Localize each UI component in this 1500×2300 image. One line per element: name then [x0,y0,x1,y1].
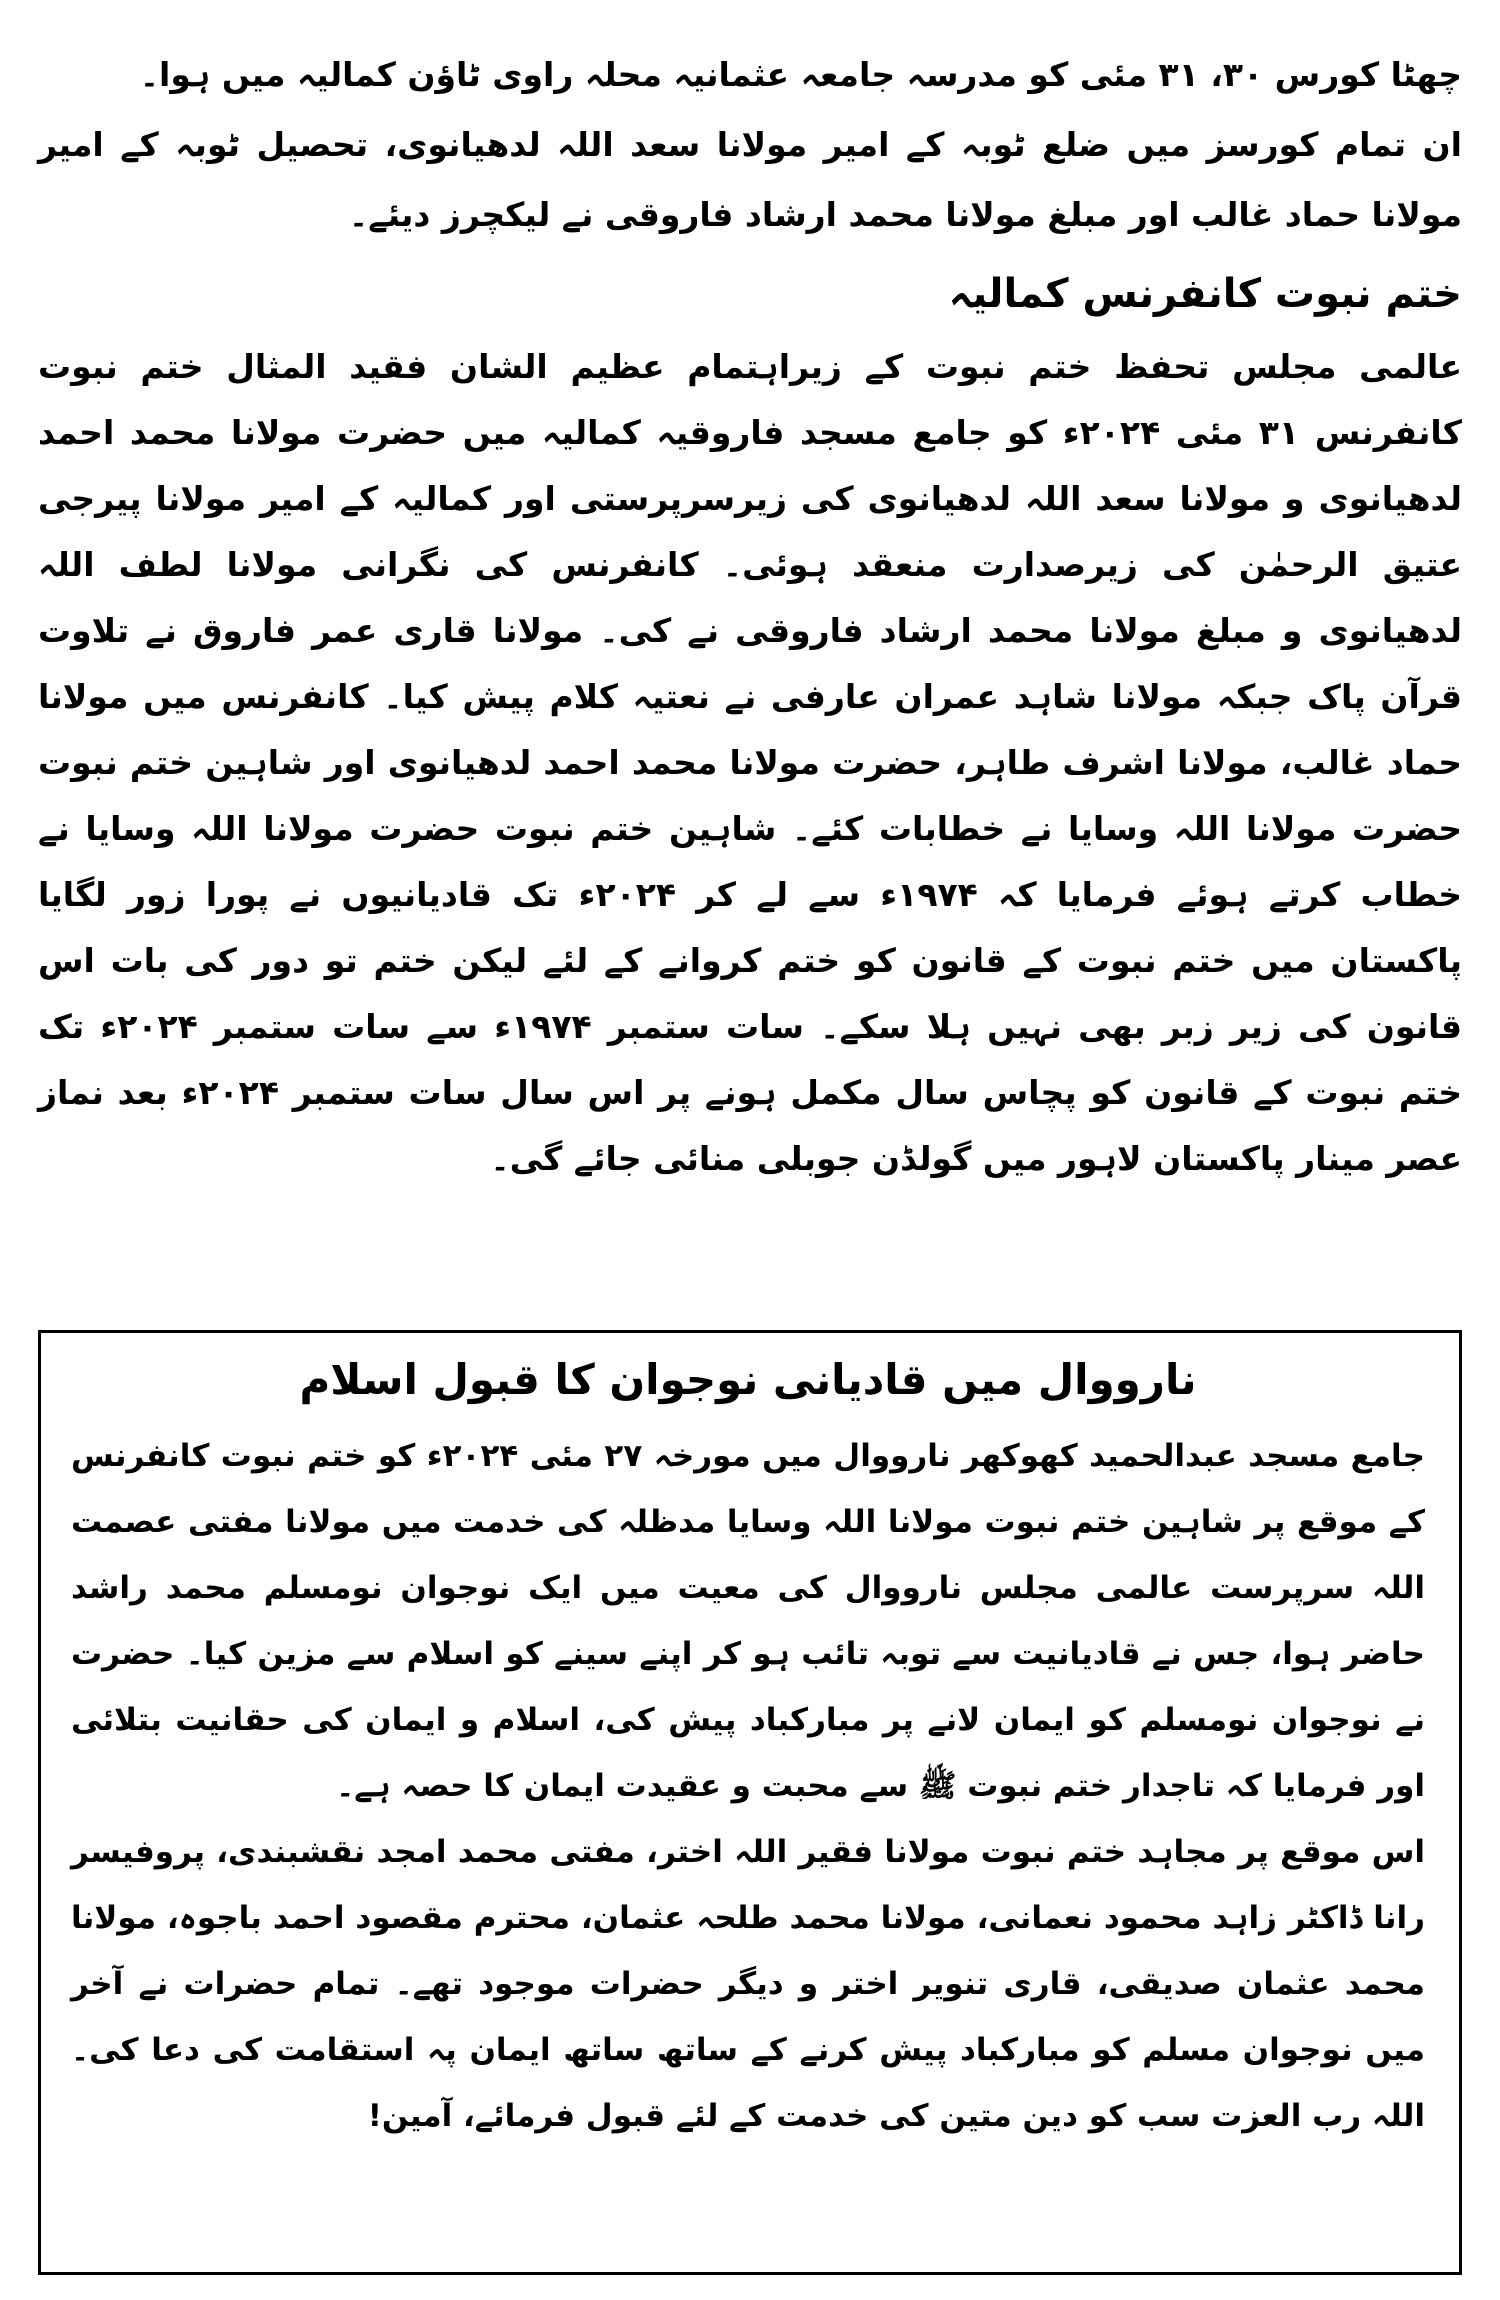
news-box [38,1330,1462,2275]
section-body: عالمی مجلس تحفظ ختم نبوت کے زیراہتمام عظیم الشان فقید المثال ختم نبوت کانفرنس ۳۱ مئی ۲۰۲۴ء کو جامع مسجد فاروقیہ کمالیہ میں حضرت مولانا محمد احمد لدھیانوی و مولانا سعد اللہ لدھیانوی کی زیرسرپرستی اور کمالیہ کے امیر مولانا پیرجی عتیق الرحمٰن کی زیرصدارت منعقد ہوئی۔ کانفرنس کی نگرانی مولانا لطف اللہ لدھیانوی و مبلغ مولانا محمد ارشاد فاروقی نے کی۔ مولانا قاری عمر فاروق نے تلاوت قرآن پاک جبکہ مولانا شاہد عمران عارفی نے نعتیہ کلام پیش کیا۔ کانفرنس میں مولانا حماد غالب، مولانا اشرف طاہر، حضرت مولانا محمد احمد لدھیانوی اور شاہین ختم نبوت حضرت مولانا اللہ وسایا نے خطابات کئے۔ شاہین ختم نبوت حضرت مولانا اللہ وسایا نے خطاب کرتے ہوئے فرمایا کہ ۱۹۷۴ء سے لے کر ۲۰۲۴ء تک قادیانیوں نے پورا زور لگایا پاکستان میں ختم نبوت کے قانون کو ختم کروانے کے لئے لیکن ختم تو دور کی بات اس قانون کی زیر زبر بھی نہیں ہلا سکے۔ سات ستمبر ۱۹۷۴ء سے سات ستمبر ۲۰۲۴ء تک ختم نبوت کے قانون کو پچاس سال مکمل ہونے پر اس سال سات ستمبر ۲۰۲۴ء بعد نماز عصر مینار پاکستان لاہور میں گولڈن جوبلی منائی جائے گی۔ [38,347,1463,1178]
box-paragraph-event: جامع مسجد عبدالحمید کھوکھر نارووال میں مورخہ ۲۷ مئی ۲۰۲۴ء کو ختم نبوت کانفرنس کے موقع پر شاہین ختم نبوت مولانا اللہ وسایا مدظلہ کی خدمت میں مولانا مفتی عصمت اللہ سرپرست عالمی مجلس نارووال کی معیت میں ایک نوجوان نومسلم محمد راشد حاضر ہوا، جس نے قادیانیت سے توبہ تائب ہو کر اپنے سینے کو اسلام سے مزین کیا۔ حضرت نے نوجوان نومسلم کو ایمان لانے پر مبارکباد پیش کی، اسلام و ایمان کی حقانیت بتلائی اور فرمایا کہ تاجدار ختم نبوت ﷺ سے محبت و عقیدت ایمان کا حصہ ہے۔ [71,1438,1425,1804]
intro-paragraph-lecturers: ان تمام کورسز میں ضلع ٹوبہ کے امیر مولانا سعد اللہ لدھیانوی، تحصیل ٹوبہ کے امیر مولانا حماد غالب اور مبلغ مولانا محمد ارشاد فاروقی نے لیکچرز دیئے۔ [38,125,1462,234]
box-title: نارووال میں قادیانی نوجوان کا قبول اسلام [299,1355,1197,1404]
intro-paragraph-course: چھٹا کورس ۳۰، ۳۱ مئی کو مدرسہ جامعہ عثمانیہ محلہ راوی ٹاؤن کمالیہ میں ہوا۔ [139,55,1462,94]
box-paragraph-attendees: اس موقع پر مجاہد ختم نبوت مولانا فقیر اللہ اختر، مفتی محمد امجد نقشبندی، پروفیسر رانا ڈاکٹر زاہد محمود نعمانی، مولانا محمد طلحہ عثمان، محترم مقصود احمد باجوہ، مولانا محمد عثمان صدیقی، قاری تنویر اختر و دیگر حضرات موجود تھے۔ تمام حضرات نے آخر میں نوجوان مسلم کو مبارکباد پیش کرنے کے ساتھ ساتھ ایمان پہ استقامت کی دعا کی۔ اللہ رب العزت سب کو دین متین کی خدمت کے لئے قبول فرمائے، آمین! [71,1834,1425,2134]
section-heading: ختم نبوت کانفرنس کمالیہ [948,271,1462,317]
